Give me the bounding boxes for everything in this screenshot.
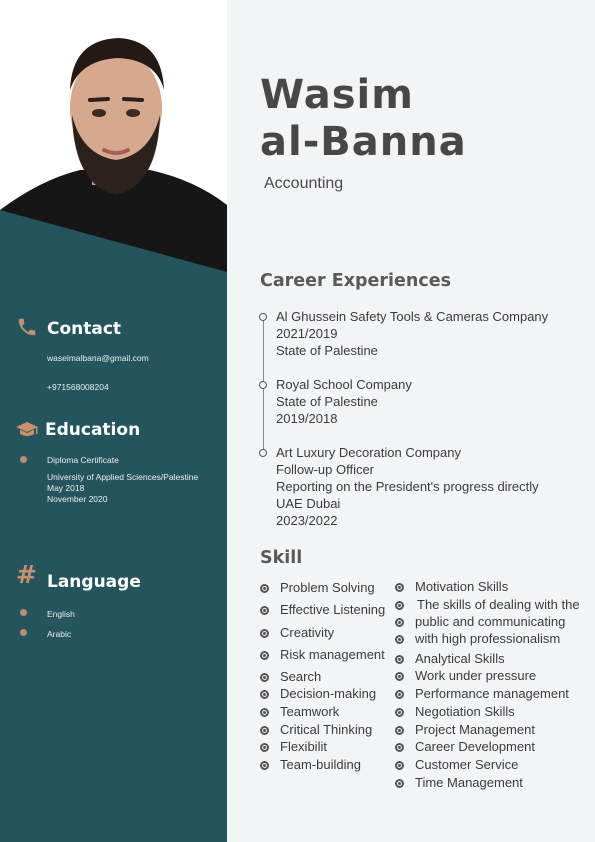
skill-item: Search xyxy=(280,669,322,684)
language-bullet xyxy=(20,629,27,636)
skill-item: public and communicating xyxy=(415,614,566,629)
first-name: Wasim xyxy=(260,72,414,118)
skill-bullet xyxy=(260,651,269,660)
skill-bullet xyxy=(395,761,404,770)
skill-item: Customer Service xyxy=(415,757,519,772)
skill-item: Project Management xyxy=(415,722,535,737)
skill-bullet xyxy=(395,655,404,664)
skill-bullet xyxy=(395,672,404,681)
last-name: al-Banna xyxy=(260,119,467,165)
education-heading: Education xyxy=(45,420,141,440)
skill-bullet xyxy=(395,779,404,788)
contact-email: waseimalbana@gmail.com xyxy=(47,353,149,363)
company-name: Royal School Company xyxy=(276,377,412,392)
skill-bullet xyxy=(395,601,404,610)
language-bullet xyxy=(20,609,27,616)
experience-detail: UAE Dubai xyxy=(276,496,341,511)
experience-item xyxy=(276,376,412,427)
skill-bullet xyxy=(395,743,404,752)
language-heading: Language xyxy=(47,572,141,592)
skill-item: Teamwork xyxy=(280,704,340,719)
experience-detail: Reporting on the President's progress directly xyxy=(276,479,539,494)
skill-bullet xyxy=(260,726,269,735)
skill-item: Flexibilit xyxy=(280,739,327,754)
skill-bullet xyxy=(395,618,404,627)
skill-item: with high professionalism xyxy=(415,631,561,646)
experience-item xyxy=(276,308,548,359)
skill-bullet xyxy=(395,583,404,592)
education-school: University of Applied Sciences/Palestine xyxy=(47,472,199,482)
skill-item: Problem Solving xyxy=(280,580,375,595)
contact-phone: +971568008204 xyxy=(47,382,109,392)
skill-item: Effective Listening xyxy=(280,602,386,617)
skill-bullet xyxy=(395,690,404,699)
skill-item: Decision-making xyxy=(280,686,377,701)
candidate-name xyxy=(260,72,467,166)
experience-detail: State of Palestine xyxy=(276,394,378,409)
language-item: English xyxy=(47,609,75,619)
education-end: November 2020 xyxy=(47,494,108,504)
skill-item: Career Development xyxy=(415,739,535,754)
graduation-cap-icon xyxy=(15,421,39,441)
skill-bullet xyxy=(395,708,404,717)
skill-bullet xyxy=(395,726,404,735)
company-name: Art Luxury Decoration Company xyxy=(276,445,461,460)
skill-item: Analytical Skills xyxy=(415,651,505,666)
skill-bullet xyxy=(260,584,269,593)
job-title: Accounting xyxy=(264,175,344,192)
experience-heading: Career Experiences xyxy=(260,271,451,291)
skill-item: Performance management xyxy=(415,686,569,701)
skill-item: Motivation Skills xyxy=(415,579,509,594)
skills-heading: Skill xyxy=(260,548,303,568)
skill-item: Negotiation Skills xyxy=(415,704,515,719)
skill-bullet xyxy=(260,743,269,752)
skill-item: Team-building xyxy=(280,757,361,772)
skill-item: Creativity xyxy=(280,625,335,640)
contact-heading: Contact xyxy=(47,319,122,339)
skill-item: The skills of dealing with the xyxy=(417,597,580,612)
skill-item: Critical Thinking xyxy=(280,722,373,737)
timeline-dot xyxy=(259,313,267,321)
skill-bullet xyxy=(395,635,404,644)
skill-item: Time Management xyxy=(415,775,523,790)
company-name: Al Ghussein Safety Tools & Cameras Company xyxy=(276,309,549,324)
skill-bullet xyxy=(260,606,269,615)
left-sidebar-panel xyxy=(0,210,227,842)
hash-icon: # xyxy=(16,560,37,589)
timeline-dot xyxy=(259,449,267,457)
skill-bullet xyxy=(260,690,269,699)
education-bullet xyxy=(20,456,27,463)
skill-item: Work under pressure xyxy=(415,668,537,683)
skill-bullet xyxy=(260,629,269,638)
skill-bullet xyxy=(260,673,269,682)
experience-detail: 2023/2022 xyxy=(276,513,338,528)
experience-item xyxy=(276,444,539,529)
timeline-dot xyxy=(259,381,267,389)
phone-icon xyxy=(16,316,38,338)
language-item: Arabic xyxy=(47,629,72,639)
education-degree: Diploma Certificate xyxy=(47,455,119,465)
skill-bullet xyxy=(260,761,269,770)
experience-detail: Follow-up Officer xyxy=(276,462,375,477)
experience-detail: 2019/2018 xyxy=(276,411,338,426)
experience-detail: State of Palestine xyxy=(276,343,378,358)
skill-item: Risk management xyxy=(280,647,385,662)
education-start: May 2018 xyxy=(47,483,85,493)
skill-bullet xyxy=(260,708,269,717)
experience-detail: 2021/2019 xyxy=(276,326,338,341)
